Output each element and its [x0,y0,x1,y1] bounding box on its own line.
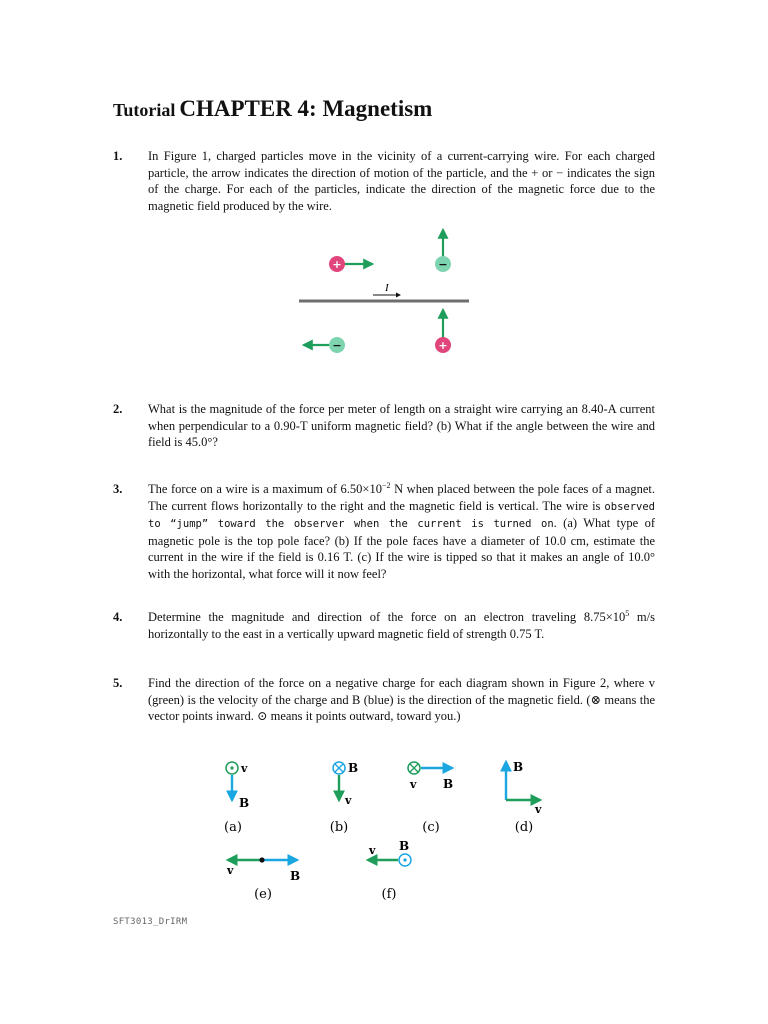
diagram-label: (b) [329,820,349,835]
text-part: Determine the magnitude and direction of the force on an electron traveling 8.75×10 [148,610,626,624]
exponent: 5 [625,608,630,618]
v-label: v [227,864,234,877]
dot-icon [403,858,406,861]
title-main: CHAPTER 4: Magnetism [179,96,433,121]
diagram-c [408,762,453,835]
charge-sign: + [438,339,448,352]
question-number: 5. [113,676,123,690]
b-label: B [513,760,524,774]
b-label: B [399,839,410,853]
text-part: . (a) What type of magnetic pole is the top pole face? (b) If the pole faces have a diameter of 10.0 cm, estimate the current in the wire if the field is 0.16 T. (c) If the wire is tipped so that it makes an angle of 10.0° with the horizontal, what force will it now feel? [148,516,655,581]
diagram-label: (d) [514,820,534,835]
v-label: v [535,803,542,816]
v-label: v [241,762,248,775]
diagram-label: (e) [254,887,272,902]
b-label: B [290,869,301,883]
question-text: What is the magnitude of the force per meter of length on a straight wire carrying an 8.40-A current when perpendicular to a 0.90-T uniform magnetic field? (b) What if the angle between the wire and field is 45.0°? [148,402,655,449]
figure-1 [299,230,469,353]
charge-sign: − [332,339,342,352]
question-number: 4. [113,610,123,624]
b-label: B [239,796,250,810]
b-label: B [443,777,454,791]
dot-icon [230,766,233,769]
figure-2 [224,760,542,902]
current-label: I [385,282,389,294]
diagram-f [368,839,411,902]
v-label: v [369,844,376,857]
charge-sign: − [438,258,448,271]
charge-sign: + [332,258,342,271]
text-part: N when placed between the pole faces of a magnet. The current flows horizontally to the right and the magnetic field is vertical. The wire is [148,482,655,513]
diagram-a [224,762,249,835]
exponent: −2 [381,480,391,490]
diagram-e [226,857,300,902]
mono-text: observed to “jump” toward the observer when the current is turned on [148,500,655,530]
question-number: 3. [113,482,123,496]
diagram-label: (a) [224,820,242,835]
diagram-label: (c) [422,820,440,835]
text-part: The force on a wire is a maximum of 6.50×10 [148,482,382,496]
question-text: Find the direction of the force on a negative charge for each diagram shown in Figure 2, where v (green) is the velocity of the charge and B (blue) is the direction of the magnetic field. (⊗ means the vector points inward. ⊙ means it points outward, toward you.) [148,676,655,723]
question-number: 2. [113,402,123,416]
charge-dot-icon [259,857,264,862]
diagram-d [506,760,542,835]
text-part: m/s horizontally to the east in a vertically upward magnetic field of strength 0.75 T. [148,610,655,641]
diagram-label: (f) [381,887,397,902]
title-prefix: Tutorial [113,100,176,120]
question-text: In Figure 1, charged particles move in the vicinity of a current-carrying wire. For each charged particle, the arrow indicates the direction of motion of the particle, and the + or − indicates the sign of the charge. For each of the particles, indicate the direction of the magnetic force due to the magnetic field produced by the wire. [148,149,655,213]
v-label: v [345,794,352,807]
footer-code: SFT3013_DrIRM [113,917,188,927]
b-label: B [348,761,359,775]
v-label: v [410,778,417,791]
diagram-b [330,761,358,835]
question-number: 1. [113,149,123,163]
